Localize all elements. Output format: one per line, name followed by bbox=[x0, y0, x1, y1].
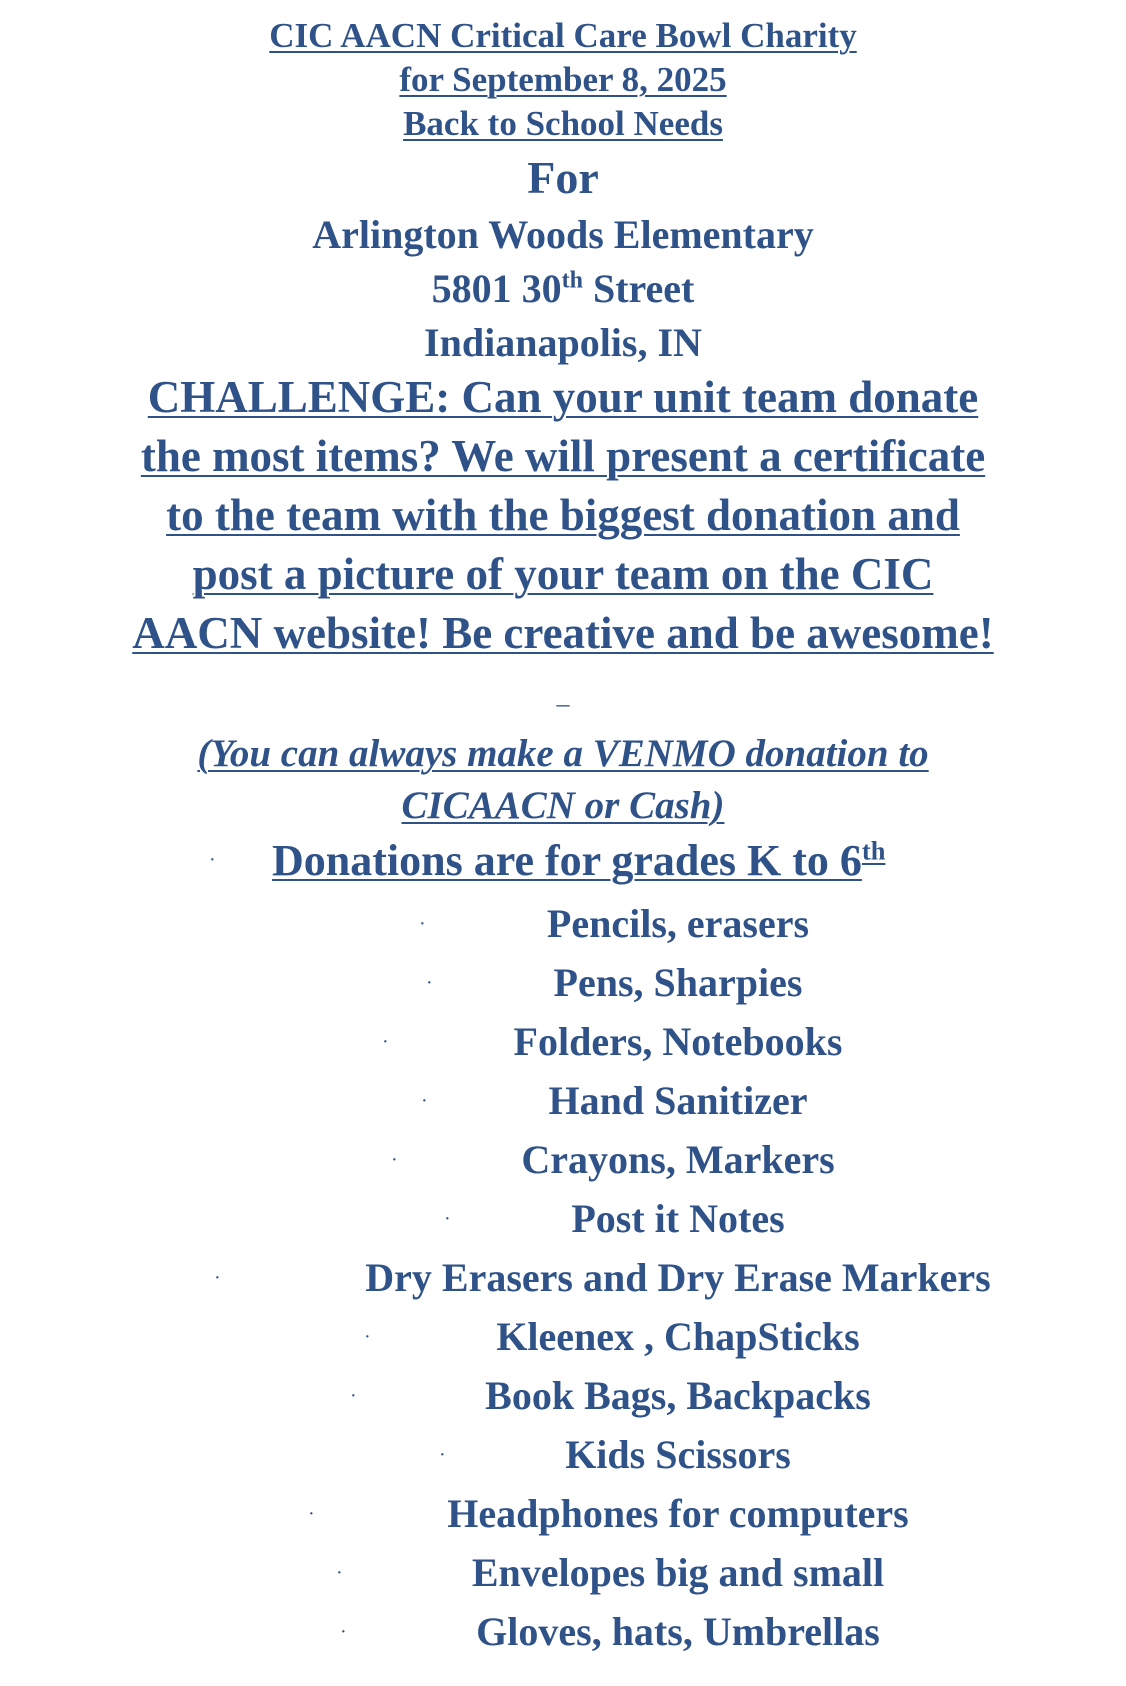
list-item-bullet: · bbox=[421, 1090, 428, 1112]
challenge-line-4 bbox=[0, 545, 1126, 603]
list-item-bullet: · bbox=[336, 1562, 343, 1584]
list-item: Pens, Sharpies bbox=[553, 960, 803, 1005]
venmo-line-1 bbox=[0, 728, 1126, 780]
list-item-bullet: · bbox=[444, 1208, 451, 1230]
title-text-3: Back to School Needs bbox=[403, 104, 723, 143]
challenge-line-3 bbox=[0, 486, 1126, 544]
list-item: Kleenex , ChapSticks bbox=[496, 1314, 860, 1359]
challenge-line-1 bbox=[0, 368, 1126, 426]
venmo-line-2 bbox=[0, 780, 1126, 832]
list-item: Folders, Notebooks bbox=[513, 1019, 843, 1064]
list-item: Kids Scissors bbox=[565, 1432, 791, 1477]
address-superscript: th bbox=[561, 267, 583, 294]
grades-text: Donations are for grades K to 6 bbox=[272, 836, 862, 885]
list-item: Pencils, erasers bbox=[546, 901, 810, 946]
challenge-text-2: the most items? We will present a certificate bbox=[140, 431, 986, 481]
grades-bullet: · bbox=[209, 849, 216, 871]
list-item: Headphones for computers bbox=[447, 1491, 909, 1536]
title-text-1: CIC AACN Critical Care Bowl Charity bbox=[269, 16, 857, 55]
list-item: Dry Erasers and Dry Erase Markers bbox=[365, 1255, 991, 1300]
challenge-text-5: AACN website! Be creative and be awesome! bbox=[132, 608, 994, 658]
separator-mark: _ bbox=[556, 680, 570, 709]
title-line-1 bbox=[0, 14, 1126, 58]
list-item-bullet: · bbox=[308, 1503, 315, 1525]
title-line-2 bbox=[0, 58, 1126, 102]
list-item-bullet: · bbox=[214, 1267, 221, 1289]
address-street: Street bbox=[582, 266, 695, 311]
list-item: Post it Notes bbox=[571, 1196, 785, 1241]
grades-line bbox=[272, 833, 885, 889]
grades-superscript: th bbox=[861, 835, 886, 866]
challenge-line-5 bbox=[0, 604, 1126, 662]
list-item: Book Bags, Backpacks bbox=[485, 1373, 871, 1418]
for-label: For bbox=[527, 152, 599, 203]
challenge-text-4: post a picture of your team on the CIC bbox=[192, 549, 934, 599]
address-number: 5801 30 bbox=[431, 266, 562, 311]
venmo-text-2: CICAACN or Cash) bbox=[401, 784, 725, 827]
challenge-text-1: CHALLENGE: Can your unit team donate bbox=[147, 372, 979, 422]
list-item-bullet: · bbox=[426, 972, 433, 994]
list-item-bullet: · bbox=[419, 913, 426, 935]
venmo-text-1: (You can always make a VENMO donation to bbox=[197, 732, 929, 775]
list-item: Gloves, hats, Umbrellas bbox=[476, 1609, 880, 1654]
school-city: Indianapolis, IN bbox=[424, 320, 702, 365]
challenge-line-2 bbox=[0, 427, 1126, 485]
list-item-bullet: · bbox=[391, 1149, 398, 1171]
list-item: Hand Sanitizer bbox=[548, 1078, 808, 1123]
list-item-bullet: · bbox=[340, 1621, 347, 1643]
title-text-2: for September 8, 2025 bbox=[399, 60, 727, 99]
list-item: Crayons, Markers bbox=[521, 1137, 835, 1182]
list-item: Envelopes big and small bbox=[471, 1550, 885, 1595]
challenge-text-3: to the team with the biggest donation and bbox=[166, 490, 960, 540]
list-item-bullet: · bbox=[439, 1444, 446, 1466]
school-address bbox=[0, 262, 1126, 316]
school-name: Arlington Woods Elementary bbox=[312, 212, 814, 257]
list-item-bullet: · bbox=[350, 1385, 357, 1407]
title-line-3 bbox=[0, 102, 1126, 146]
list-item-bullet: · bbox=[382, 1031, 389, 1053]
list-item-bullet: · bbox=[364, 1326, 371, 1348]
